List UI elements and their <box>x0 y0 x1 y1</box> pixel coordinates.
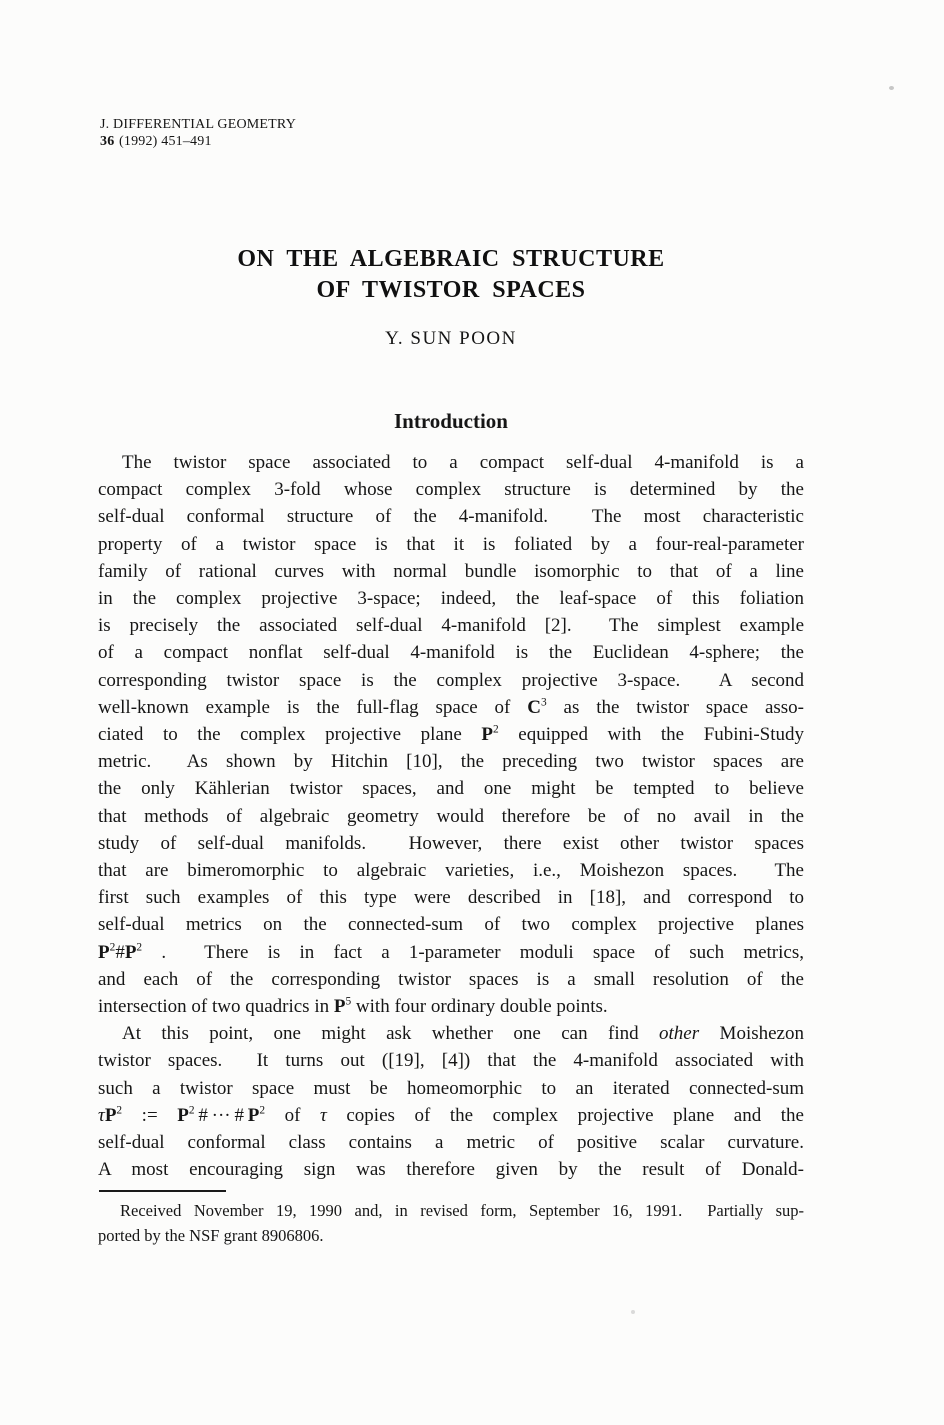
journal-issue-pages: (1992) 451–491 <box>119 134 212 149</box>
journal-name: J. DIFFERENTIAL GEOMETRY <box>100 117 297 132</box>
text-line: intersection of two quadrics in $P^5$ with four ordinary double points. <box>98 995 608 1018</box>
text-line: compact complex 3-fold whose complex structure is determined by the <box>98 479 804 501</box>
journal-volume-line <box>100 133 296 150</box>
section-heading: Introduction <box>394 409 508 433</box>
text-line: that methods of algebraic geometry would therefore be of no avail in the <box>98 805 804 827</box>
scan-artifact <box>889 86 894 90</box>
text-line: of a compact nonflat self-dual 4-manifold is the Euclidean 4-sphere; the <box>98 642 804 664</box>
text-line: self-dual metrics on the connected-sum of two complex projective planes <box>98 914 804 936</box>
scan-artifact <box>631 1310 635 1314</box>
text-line: study of self-dual manifolds. However, there exist other twistor spaces <box>98 832 804 854</box>
text-line: ciated to the complex projective plane $P^2$ equipped with the Fubini-Study <box>98 723 804 746</box>
paper-title <box>98 244 804 306</box>
paragraph-1 <box>98 449 804 1020</box>
footnote-rule <box>99 1190 226 1192</box>
text-line: well-known example is the full-flag space of $C^3$ as the twistor space asso- <box>98 696 804 718</box>
text-line: twistor spaces. It turns out ([19], [4]) that the 4-manifold associated with <box>98 1050 804 1072</box>
journal-header <box>100 116 296 150</box>
title-line-1: ON THE ALGEBRAIC STRUCTURE <box>237 246 665 272</box>
journal-volume: 36 <box>100 134 115 149</box>
text-line: At this point, one might ask whether one can find other Moishezon <box>122 1023 804 1045</box>
text-line: self-dual conformal structure of the 4-manifold. The most characteristic <box>98 506 804 528</box>
text-line: property of a twistor space is that it is foliated by a four-real-parameter <box>98 533 804 555</box>
text-line: $P^2\#P^2$ . There is in fact a 1-parameter moduli space of such metrics, <box>98 941 804 963</box>
text-line: the only Kählerian twistor spaces, and one might be tempted to believe <box>98 778 804 800</box>
text-line: Received November 19, 1990 and, in revised form, September 16, 1991. Partially sup- <box>120 1201 804 1220</box>
text-line: first such examples of this type were described in [18], and correspond to <box>98 887 804 909</box>
text-line: such a twistor space must be homeomorphic to an iterated connected-sum <box>98 1077 804 1099</box>
text-line: family of rational curves with normal bundle isomorphic to that of a line <box>98 560 804 582</box>
text-line: self-dual conformal class contains a metric of positive scalar curvature. <box>98 1132 804 1154</box>
text-line: and each of the corresponding twistor spaces is a small resolution of the <box>98 968 804 990</box>
text-line: is precisely the associated self-dual 4-manifold [2]. The simplest example <box>98 615 804 637</box>
text-line: in the complex projective 3-space; indeed, the leaf-space of this foliation <box>98 588 804 610</box>
text-line: A most encouraging sign was therefore given by the result of Donald- <box>98 1159 804 1181</box>
text-line: corresponding twistor space is the complex projective 3-space. A second <box>98 669 804 691</box>
text-line: The twistor space associated to a compact self-dual 4-manifold is a <box>122 452 804 473</box>
text-line: metric. As shown by Hitchin [10], the preceding two twistor spaces are <box>98 751 804 773</box>
title-line-2: OF TWISTOR SPACES <box>316 277 586 303</box>
footnote <box>98 1199 804 1248</box>
article-body <box>98 449 804 1183</box>
paragraph-2 <box>98 1020 804 1183</box>
text-line: ported by the NSF grant 8906806. <box>98 1225 324 1245</box>
text-line: that are bimeromorphic to algebraic varieties, i.e., Moishezon spaces. The <box>98 860 804 882</box>
text-line: $\tau P^2$ := $P^2$ # ··· # $P^2$ of τ copies of the complex projective plane and the <box>98 1104 804 1126</box>
author-name: Y. SUN POON <box>385 328 517 349</box>
